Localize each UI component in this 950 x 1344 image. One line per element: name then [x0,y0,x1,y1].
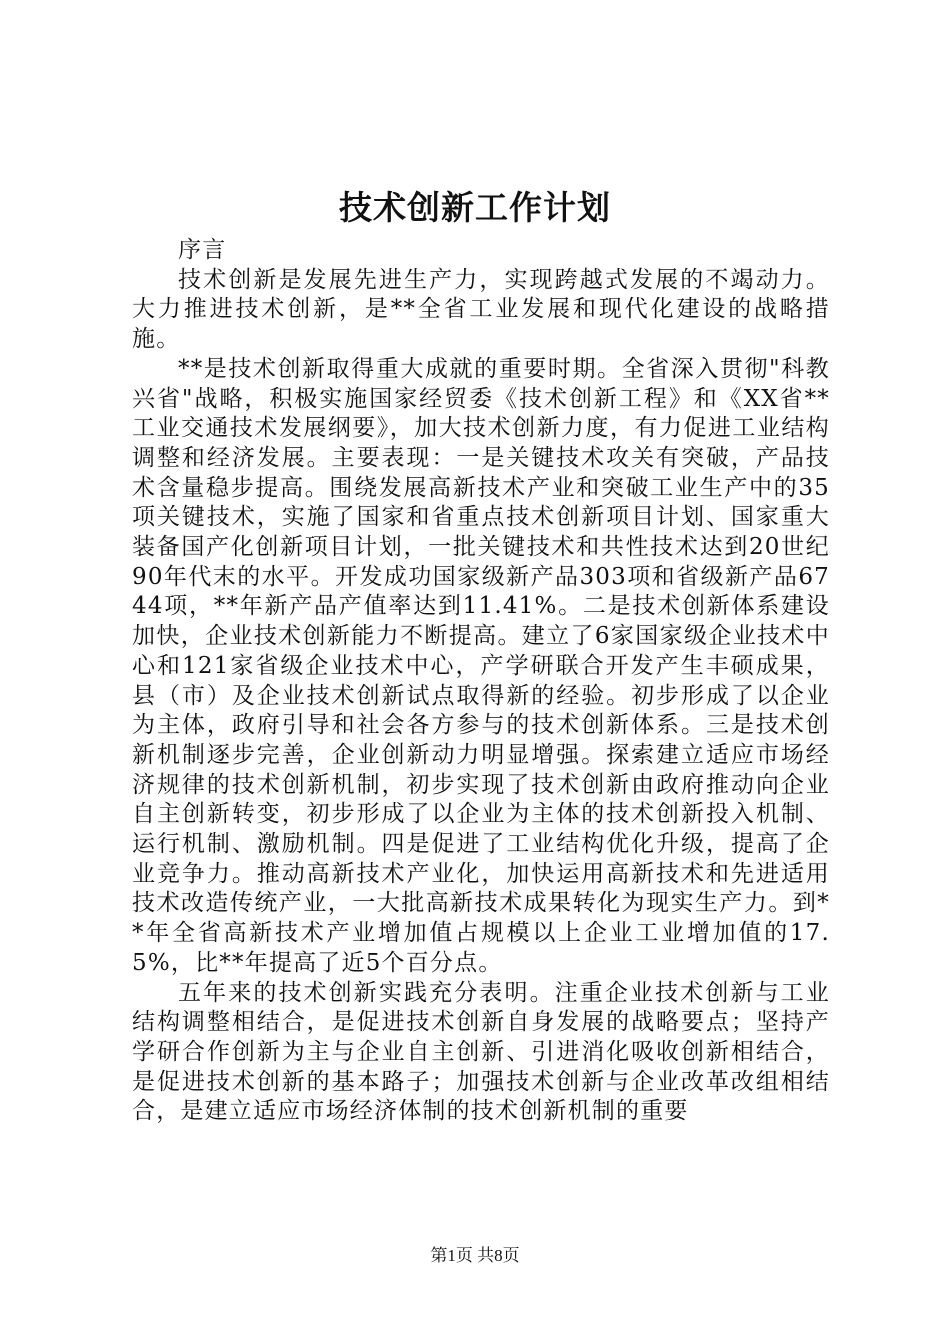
paragraph-intro: 技术创新是发展先进生产力，实现跨越式发展的不竭动力。大力推进技术创新，是**全省工业发展和现代化建设的战略措施。 [132,266,830,353]
document-body [132,236,830,1127]
paragraph-five-year-practice: 五年来的技术创新实践充分表明。注重企业技术创新与工业结构调整相结合，是促进技术创新自身发展的战略要点；坚持产学研合作创新为主与企业自主创新、引进消化吸收创新相结合，是促进技术创新的基本路子；加强技术创新与企业改革改组相结合，是建立适应市场经济体制的技术创新机制的重要 [132,979,830,1125]
page-number-footer: 第1页 共8页 [430,1246,520,1265]
paragraph-achievements: **是技术创新取得重大成就的重要时期。全省深入贯彻"科教兴省"战略，积极实施国家经贸委《技术创新工程》和《XX省**工业交通技术发展纲要》，加大技术创新力度，有力促进工业结构调整和经济发展。主要表现：一是关键技术攻关有突破，产品技术含量稳步提高。围绕发展高新技术产业和突破工业生产中的35项关键技术，实施了国家和省重点技术创新项目计划、国家重大装备国产化创新项目计划，一批关键技术和共性技术达到20世纪90年代末的水平。开发成功国家级新产品303项和省级新产品6744项，**年新产品产值率达到11.41%。二是技术创新体系建设加快，企业技术创新能力不断提高。建立了6家国家级企业技术中心和121家省级企业技术中心，产学研联合开发产生丰硕成果，县（市）及企业技术创新试点取得新的经验。初步形成了以企业为主体，政府引导和社会各方参与的技术创新体系。三是技术创新机制逐步完善，企业创新动力明显增强。探索建立适应市场经济规律的技术创新机制，初步实现了技术创新由政府推动向企业自主创新转变，初步形成了以企业为主体的技术创新投入机制、运行机制、激励机制。四是促进了工业结构优化升级，提高了企业竞争力。推动高新技术产业化，加快运用高新技术和先进适用技术改造传统产业，一大批高新技术成果转化为现实生产力。到**年全省高新技术产业增加值占规模以上企业工业增加值的17.5%，比**年提高了近5个百分点。 [132,355,830,976]
paragraph-preface-heading: 序言 [178,237,227,263]
document-title: 技术创新工作计划 [339,188,611,227]
